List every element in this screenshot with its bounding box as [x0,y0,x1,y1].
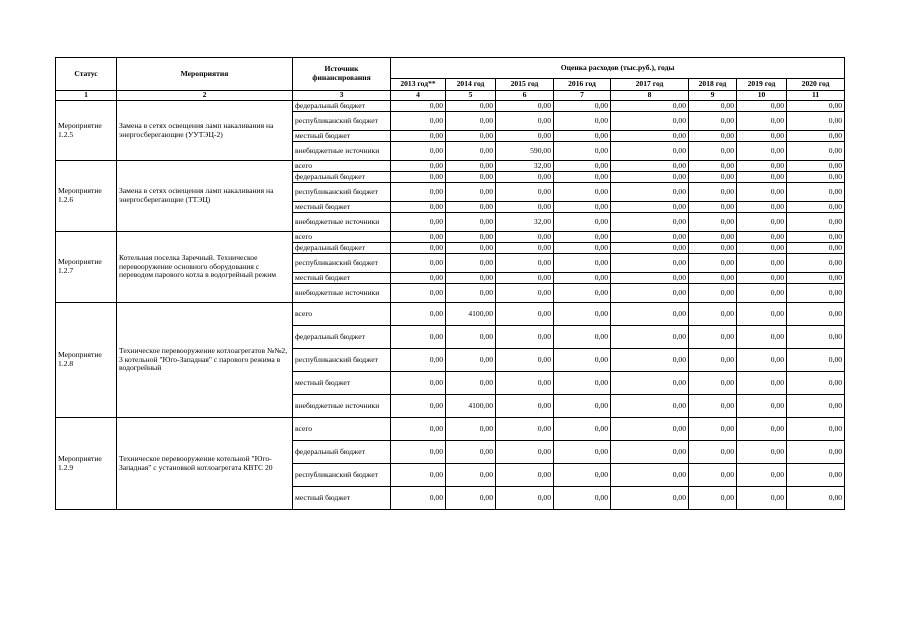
table-row [56,232,845,243]
amount-cell: 0,00 [496,303,554,326]
amount-cell: 0,00 [787,372,845,395]
event-description-cell: Котельная поселка Заречный. Техническое перевооружение основного оборудования с переводом парового котла в водогрейный режим [117,232,293,303]
amount-cell: 0,00 [446,487,496,510]
amount-cell: 0,00 [554,232,611,243]
amount-cell: 0,00 [611,243,689,254]
event-status-cell: Мероприятие 1.2.8 [56,303,117,418]
amount-cell: 4100,00 [446,395,496,418]
amount-cell: 0,00 [737,172,787,183]
amount-cell: 0,00 [737,464,787,487]
amount-cell: 0,00 [496,172,554,183]
amount-cell: 0,00 [787,303,845,326]
amount-cell: 0,00 [611,213,689,232]
amount-cell: 0,00 [554,326,611,349]
amount-cell: 0,00 [689,202,737,213]
amount-cell: 0,00 [446,101,496,112]
amount-cell: 0,00 [496,112,554,131]
amount-cell: 0,00 [737,441,787,464]
amount-cell: 0,00 [611,273,689,284]
amount-cell: 0,00 [611,487,689,510]
event-status-cell: Мероприятие 1.2.7 [56,232,117,303]
amount-cell: 0,00 [554,303,611,326]
amount-cell: 0,00 [737,101,787,112]
amount-cell: 0,00 [787,284,845,303]
amount-cell: 0,00 [391,131,446,142]
event-status-cell: Мероприятие 1.2.5 [56,101,117,161]
column-number: 9 [689,91,737,101]
amount-cell: 0,00 [689,131,737,142]
event-status-cell: Мероприятие 1.2.6 [56,161,117,232]
year-header: 2018 год [689,79,737,91]
amount-cell: 0,00 [787,349,845,372]
amount-cell: 0,00 [689,101,737,112]
amount-cell: 0,00 [611,254,689,273]
amount-cell: 0,00 [391,273,446,284]
table-row [56,303,845,326]
amount-cell: 0,00 [391,349,446,372]
amount-cell: 0,00 [611,441,689,464]
funding-source-cell: федеральный бюджет [293,326,391,349]
funding-source-cell: всего [293,232,391,243]
column-number-row [56,91,845,101]
amount-cell: 0,00 [689,273,737,284]
amount-cell: 0,00 [496,326,554,349]
amount-cell: 0,00 [554,101,611,112]
amount-cell: 0,00 [391,112,446,131]
year-header: 2016 год [554,79,611,91]
amount-cell: 0,00 [391,243,446,254]
funding-source-cell: республиканский бюджет [293,112,391,131]
amount-cell: 0,00 [689,326,737,349]
amount-cell: 0,00 [554,183,611,202]
event-description-cell: Замена в сетях освещения ламп накаливания на энергосберегающие (УУТЭЦ-2) [117,101,293,161]
amount-cell: 0,00 [787,213,845,232]
amount-cell: 0,00 [554,213,611,232]
event-status-cell: Мероприятие 1.2.9 [56,418,117,510]
amount-cell: 0,00 [496,254,554,273]
amount-cell: 0,00 [496,372,554,395]
amount-cell: 32,00 [496,161,554,172]
amount-cell: 0,00 [496,232,554,243]
event-description-cell: Техническое перевооружение котельной "Юго-Западная" с установкой котлоагрегата КВТС 20 [117,418,293,510]
amount-cell: 0,00 [391,395,446,418]
funding-source-cell: всего [293,161,391,172]
amount-cell: 0,00 [611,284,689,303]
amount-cell: 0,00 [611,303,689,326]
amount-cell: 0,00 [689,161,737,172]
amount-cell: 0,00 [611,161,689,172]
amount-cell: 0,00 [611,232,689,243]
amount-cell: 0,00 [446,213,496,232]
amount-cell: 0,00 [496,243,554,254]
amount-cell: 0,00 [689,142,737,161]
amount-cell: 0,00 [496,418,554,441]
amount-cell: 0,00 [787,112,845,131]
amount-cell: 0,00 [554,202,611,213]
amount-cell: 0,00 [689,372,737,395]
amount-cell: 0,00 [689,254,737,273]
amount-cell: 0,00 [391,464,446,487]
amount-cell: 0,00 [737,284,787,303]
amount-cell: 0,00 [391,213,446,232]
year-header: 2017 год [611,79,689,91]
funding-source-cell: местный бюджет [293,487,391,510]
amount-cell: 0,00 [787,273,845,284]
amount-cell: 0,00 [611,142,689,161]
column-number: 6 [496,91,554,101]
amount-cell: 0,00 [611,395,689,418]
column-number: 11 [787,91,845,101]
amount-cell: 0,00 [737,349,787,372]
funding-source-cell: республиканский бюджет [293,183,391,202]
amount-cell: 0,00 [737,213,787,232]
amount-cell: 0,00 [689,418,737,441]
amount-cell: 0,00 [496,273,554,284]
amount-cell: 0,00 [446,372,496,395]
year-header: 2019 год [737,79,787,91]
funding-source-cell: внебюджетные источники [293,395,391,418]
amount-cell: 0,00 [787,418,845,441]
table-row [56,101,845,112]
amount-cell: 0,00 [391,232,446,243]
funding-source-cell: всего [293,418,391,441]
amount-cell: 0,00 [554,441,611,464]
funding-source-cell: всего [293,303,391,326]
amount-cell: 0,00 [446,112,496,131]
table-row [56,161,845,172]
column-number: 2 [117,91,293,101]
amount-cell: 0,00 [446,441,496,464]
amount-cell: 0,00 [611,326,689,349]
amount-cell: 0,00 [446,142,496,161]
amount-cell: 32,00 [496,213,554,232]
amount-cell: 0,00 [737,273,787,284]
amount-cell: 0,00 [737,326,787,349]
amount-cell: 0,00 [737,254,787,273]
amount-cell: 0,00 [554,243,611,254]
amount-cell: 0,00 [787,202,845,213]
year-header: 2015 год [496,79,554,91]
funding-source-cell: федеральный бюджет [293,441,391,464]
amount-cell: 0,00 [737,232,787,243]
year-header: 2020 год [787,79,845,91]
amount-cell: 0,00 [689,349,737,372]
amount-cell: 0,00 [446,131,496,142]
amount-cell: 0,00 [611,372,689,395]
amount-cell: 0,00 [391,284,446,303]
amount-cell: 590,00 [496,142,554,161]
amount-cell: 0,00 [446,254,496,273]
event-description-cell: Замена в сетях освещения ламп накаливания на энергосберегающие (ТТЭЦ) [117,161,293,232]
amount-cell: 0,00 [737,243,787,254]
amount-cell: 0,00 [737,161,787,172]
table-row [56,418,845,441]
amount-cell: 0,00 [689,303,737,326]
amount-cell: 0,00 [689,232,737,243]
amount-cell: 0,00 [391,326,446,349]
amount-cell: 0,00 [689,395,737,418]
amount-cell: 0,00 [496,284,554,303]
amount-cell: 0,00 [787,487,845,510]
amount-cell: 0,00 [737,395,787,418]
amount-cell: 0,00 [391,372,446,395]
amount-cell: 0,00 [787,101,845,112]
amount-cell: 0,00 [554,349,611,372]
amount-cell: 0,00 [446,172,496,183]
amount-cell: 0,00 [446,273,496,284]
amount-cell: 0,00 [391,142,446,161]
amount-cell: 0,00 [737,183,787,202]
column-number: 1 [56,91,117,101]
amount-cell: 0,00 [554,464,611,487]
amount-cell: 0,00 [496,101,554,112]
funding-source-cell: федеральный бюджет [293,243,391,254]
amount-cell: 0,00 [391,254,446,273]
amount-cell: 0,00 [554,142,611,161]
amount-cell: 0,00 [611,131,689,142]
amount-cell: 0,00 [787,441,845,464]
amount-cell: 0,00 [446,418,496,441]
funding-source-cell: местный бюджет [293,131,391,142]
amount-cell: 0,00 [496,441,554,464]
amount-cell: 0,00 [787,172,845,183]
amount-cell: 0,00 [391,303,446,326]
amount-cell: 0,00 [554,254,611,273]
amount-cell: 0,00 [737,303,787,326]
amount-cell: 0,00 [446,326,496,349]
amount-cell: 0,00 [737,142,787,161]
amount-cell: 0,00 [496,202,554,213]
amount-cell: 4100,00 [446,303,496,326]
amount-cell: 0,00 [391,161,446,172]
year-header: 2014 год [446,79,496,91]
amount-cell: 0,00 [787,183,845,202]
amount-cell: 0,00 [611,464,689,487]
amount-cell: 0,00 [787,326,845,349]
amount-cell: 0,00 [554,284,611,303]
amount-cell: 0,00 [689,112,737,131]
amount-cell: 0,00 [496,349,554,372]
amount-cell: 0,00 [737,131,787,142]
funding-source-cell: республиканский бюджет [293,349,391,372]
amount-cell: 0,00 [689,183,737,202]
amount-cell: 0,00 [787,232,845,243]
column-number: 3 [293,91,391,101]
column-number: 7 [554,91,611,101]
amount-cell: 0,00 [554,112,611,131]
amount-cell: 0,00 [554,395,611,418]
header-source: Источник финансирования [293,58,391,91]
amount-cell: 0,00 [689,172,737,183]
amount-cell: 0,00 [446,161,496,172]
amount-cell: 0,00 [611,418,689,441]
amount-cell: 0,00 [611,112,689,131]
amount-cell: 0,00 [554,131,611,142]
budget-table [55,57,845,510]
amount-cell: 0,00 [554,418,611,441]
header-event: Мероприятия [117,58,293,91]
amount-cell: 0,00 [554,372,611,395]
amount-cell: 0,00 [737,418,787,441]
header-estimate: Оценка расходов (тыс.руб.), годы [391,58,845,79]
amount-cell: 0,00 [787,142,845,161]
amount-cell: 0,00 [391,418,446,441]
amount-cell: 0,00 [446,349,496,372]
amount-cell: 0,00 [446,464,496,487]
amount-cell: 0,00 [689,243,737,254]
amount-cell: 0,00 [554,161,611,172]
amount-cell: 0,00 [787,243,845,254]
amount-cell: 0,00 [391,172,446,183]
event-description-cell: Техническое перевооружение котлоагрегатов №№2, 3 котельной "Юго-Западная" с парового режима в водогрейный [117,303,293,418]
header-status: Статус [56,58,117,91]
amount-cell: 0,00 [391,487,446,510]
amount-cell: 0,00 [611,202,689,213]
amount-cell: 0,00 [689,284,737,303]
amount-cell: 0,00 [689,487,737,510]
amount-cell: 0,00 [496,183,554,202]
amount-cell: 0,00 [496,131,554,142]
funding-source-cell: республиканский бюджет [293,254,391,273]
amount-cell: 0,00 [787,161,845,172]
amount-cell: 0,00 [554,273,611,284]
column-number: 5 [446,91,496,101]
amount-cell: 0,00 [787,395,845,418]
funding-source-cell: федеральный бюджет [293,101,391,112]
amount-cell: 0,00 [737,112,787,131]
funding-source-cell: федеральный бюджет [293,172,391,183]
amount-cell: 0,00 [496,487,554,510]
column-number: 8 [611,91,689,101]
amount-cell: 0,00 [391,202,446,213]
amount-cell: 0,00 [611,172,689,183]
amount-cell: 0,00 [554,487,611,510]
funding-source-cell: республиканский бюджет [293,464,391,487]
amount-cell: 0,00 [611,101,689,112]
amount-cell: 0,00 [391,183,446,202]
table-body [56,101,845,510]
funding-source-cell: местный бюджет [293,273,391,284]
amount-cell: 0,00 [737,372,787,395]
amount-cell: 0,00 [689,441,737,464]
amount-cell: 0,00 [737,202,787,213]
amount-cell: 0,00 [496,464,554,487]
amount-cell: 0,00 [446,183,496,202]
funding-source-cell: внебюджетные источники [293,142,391,161]
amount-cell: 0,00 [446,284,496,303]
amount-cell: 0,00 [611,349,689,372]
amount-cell: 0,00 [391,441,446,464]
amount-cell: 0,00 [787,131,845,142]
amount-cell: 0,00 [554,172,611,183]
column-number: 10 [737,91,787,101]
amount-cell: 0,00 [787,464,845,487]
amount-cell: 0,00 [787,254,845,273]
amount-cell: 0,00 [689,464,737,487]
amount-cell: 0,00 [496,395,554,418]
amount-cell: 0,00 [446,232,496,243]
amount-cell: 0,00 [446,243,496,254]
amount-cell: 0,00 [737,487,787,510]
funding-source-cell: внебюджетные источники [293,213,391,232]
funding-source-cell: местный бюджет [293,372,391,395]
funding-source-cell: местный бюджет [293,202,391,213]
amount-cell: 0,00 [611,183,689,202]
amount-cell: 0,00 [446,202,496,213]
funding-source-cell: внебюджетные источники [293,284,391,303]
column-number: 4 [391,91,446,101]
amount-cell: 0,00 [689,213,737,232]
amount-cell: 0,00 [391,101,446,112]
year-header: 2013 год** [391,79,446,91]
